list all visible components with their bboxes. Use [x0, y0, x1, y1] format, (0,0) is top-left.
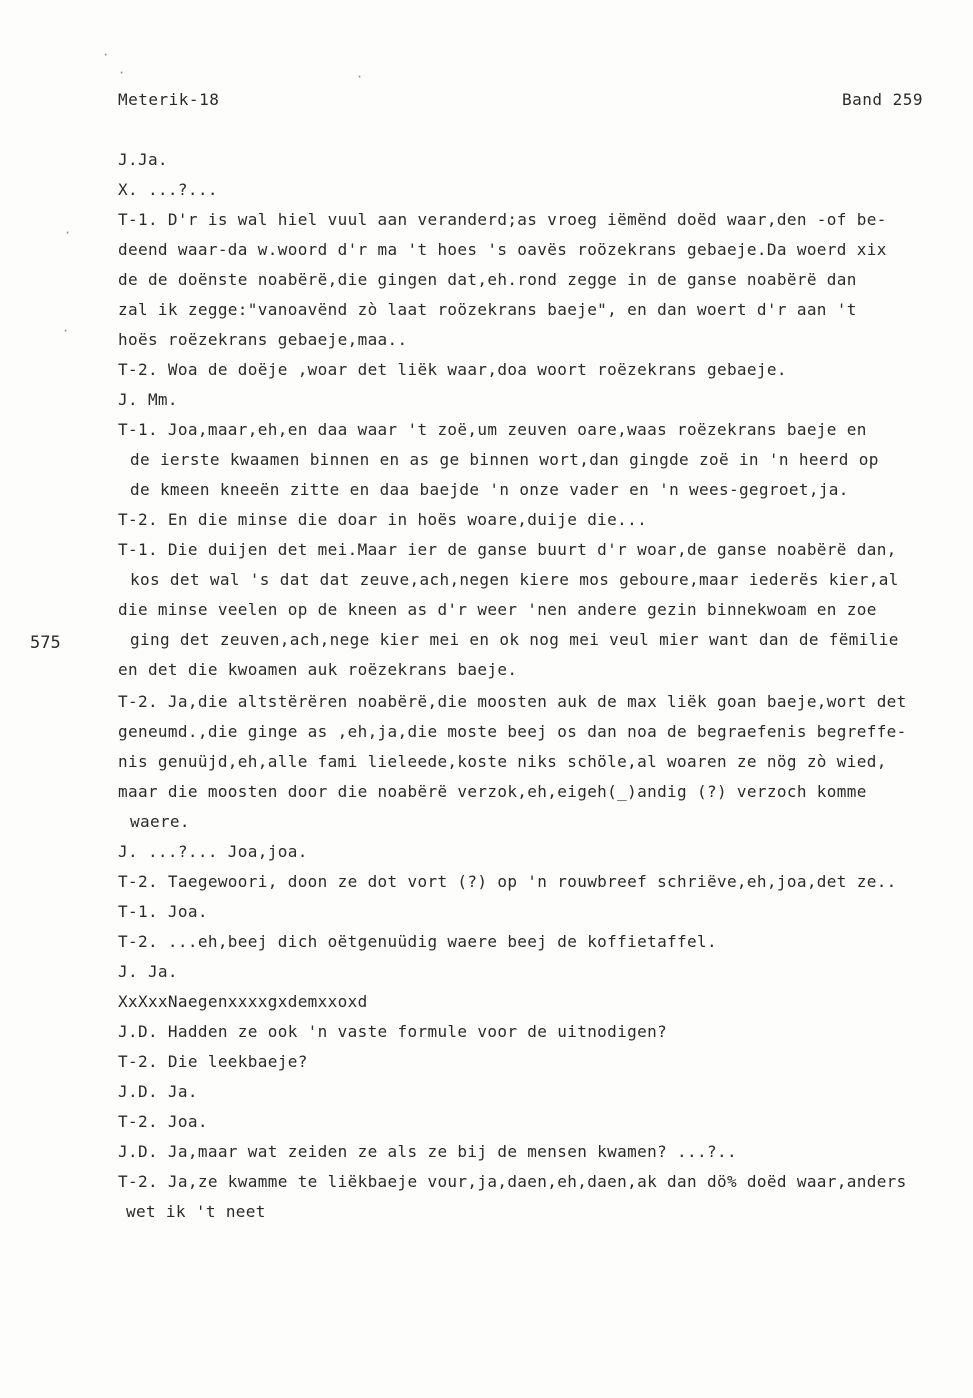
transcript-line: T-2. Ja,die altstërëren noabërë,die moosten auk de max liëk goan baeje,wort det: [118, 692, 907, 711]
transcript-line: T-2. Taegewoori, doon ze dot vort (?) op 'n rouwbreef schriëve,eh,joa,det ze..: [118, 872, 897, 891]
transcript-line: X. ...?...: [118, 180, 218, 199]
transcript-line: T-2. ...eh,beej dich oëtgenuüdig waere beej de koffietaffel.: [118, 932, 717, 951]
page-header-right: Band 259: [842, 90, 924, 109]
transcript-line: J. ...?... Joa,joa.: [118, 842, 308, 861]
transcript-line: wet ik 't neet: [126, 1202, 266, 1221]
transcript-line: XxXxxNaegenxxxxgxdemxxoxd: [118, 992, 368, 1011]
transcript-line: de ierste kwaamen binnen en as ge binnen wort,dan gingde zoë in 'n heerd op: [130, 450, 879, 469]
transcript-line: T-2. En die minse die doar in hoës woare,duije die...: [118, 510, 648, 529]
transcript-line: maar die moosten door die noabërë verzok,eh,eigeh(_)andig (?) verzoch komme: [118, 782, 867, 801]
transcript-line: J. Mm.: [118, 390, 178, 409]
transcript-line: J.D. Hadden ze ook 'n vaste formule voor de uitnodigen?: [118, 1022, 668, 1041]
transcript-line: T-2. Woa de doëje ,woar det liëk waar,doa woort roëzekrans gebaeje.: [118, 360, 787, 379]
transcript-line: geneumd.,die ginge as ,eh,ja,die moste beej os dan noa de begraefenis begreffe-: [118, 722, 907, 741]
transcript-line: J.Ja.: [118, 150, 168, 169]
transcript-line: zal ik zegge:"vanoavënd zò laat roözekrans baeje", en dan woert d'r aan 't: [118, 300, 857, 319]
transcript-line: waere.: [130, 812, 190, 831]
transcript-line: T-1. Joa,maar,eh,en daa waar 't zoë,um zeuven oare,waas roëzekrans baeje en: [118, 420, 867, 439]
transcript-line: nis genuüjd,eh,alle fami lieleede,koste niks schöle,al woaren ze nög zò wied,: [118, 752, 887, 771]
transcript-line: hoës roëzekrans gebaeje,maa..: [118, 330, 408, 349]
margin-note: 575: [30, 633, 61, 653]
scan-speck: ·: [102, 48, 110, 62]
scan-speck: ·: [118, 66, 126, 80]
transcript-line: de kmeen kneeën zitte en daa baejde 'n onze vader en 'n wees-gegroet,ja.: [130, 480, 849, 499]
transcript-line: kos det wal 's dat dat zeuve,ach,negen kiere mos geboure,maar iederës kier,al: [130, 570, 899, 589]
transcript-line: J.D. Ja.: [118, 1082, 198, 1101]
transcript-line: en det die kwoamen auk roëzekrans baeje.: [118, 660, 518, 679]
scan-speck: ·: [356, 70, 364, 84]
transcript-line: de de doënste noabërë,die gingen dat,eh.rond zegge in de ganse noabërë dan: [118, 270, 857, 289]
transcript-line: J. Ja.: [118, 962, 178, 981]
transcript-line: T-1. D'r is wal hiel vuul aan veranderd;as vroeg iëmënd doëd waar,den -of be-: [118, 210, 887, 229]
transcript-line: die minse veelen op de kneen as d'r weer 'nen andere gezin binnekwoam en zoe: [118, 600, 877, 619]
transcript-line: ging det zeuven,ach,nege kier mei en ok nog mei veul mier want dan de fëmilie: [130, 630, 899, 649]
scan-speck: ·: [62, 324, 70, 338]
page-header-left: Meterik-18: [118, 90, 220, 109]
transcript-line: J.D. Ja,maar wat zeiden ze als ze bij de mensen kwamen? ...?..: [118, 1142, 737, 1161]
transcript-line: T-2. Joa.: [118, 1112, 208, 1131]
transcript-line: T-1. Die duijen det mei.Maar ier de ganse buurt d'r woar,de ganse noabërë dan,: [118, 540, 897, 559]
transcript-line: deend waar-da w.woord d'r ma 't hoes 's oavës roözekrans gebaeje.Da woerd xix: [118, 240, 887, 259]
scan-speck: ·: [64, 226, 72, 240]
transcript-line: T-2. Ja,ze kwamme te liëkbaeje vour,ja,daen,eh,daen,ak dan dö% doëd waar,anders: [118, 1172, 907, 1191]
transcript-line: T-1. Joa.: [118, 902, 208, 921]
transcript-line: T-2. Die leekbaeje?: [118, 1052, 308, 1071]
